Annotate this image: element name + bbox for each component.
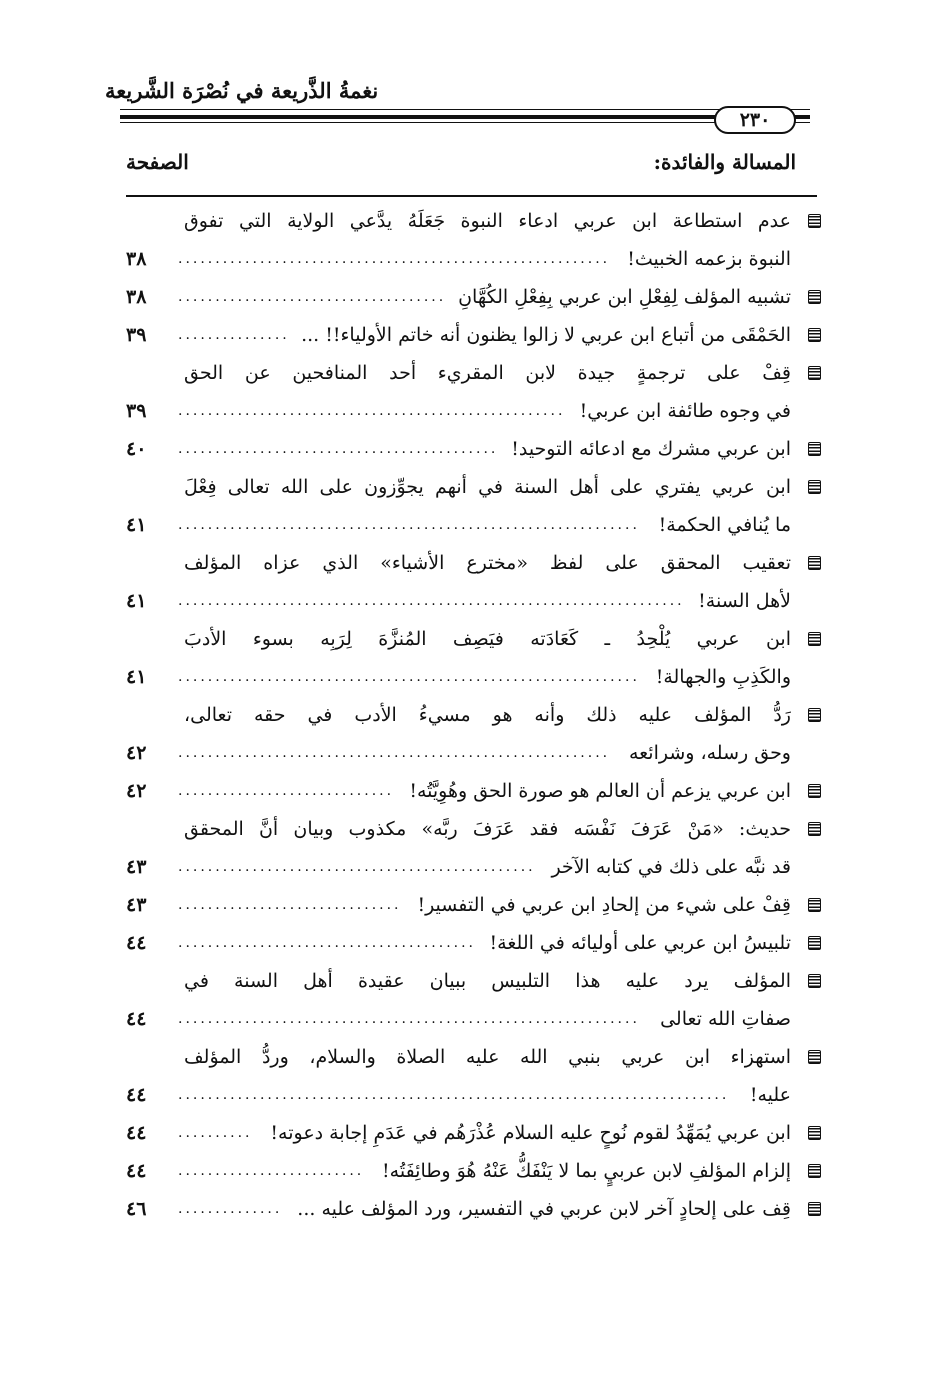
toc-entry-text: إلزام المؤلفِ لابن عربيٍ بما لا يَنْفَكُّ عَنْهُ هُوَ وطائِفَتُه! xyxy=(382,1160,791,1182)
bullet-icon xyxy=(808,936,821,950)
running-header-title: نغمةُ الذَّريعة في نُصْرَة الشَّريعة xyxy=(105,78,379,103)
toc-entry-line xyxy=(126,734,821,772)
dot-leader: .............................................................. xyxy=(178,669,640,685)
bullet-icon xyxy=(808,1202,821,1216)
column-header-page: الصفحة xyxy=(126,150,189,174)
toc-page-number: ٤١ xyxy=(126,514,147,536)
bullet-icon xyxy=(808,898,821,912)
dot-leader: .............. xyxy=(178,1201,283,1217)
toc-entry-line xyxy=(126,544,821,582)
dot-leader: ............................. xyxy=(178,783,395,799)
toc-entry xyxy=(126,430,821,468)
dot-leader: .................................... xyxy=(178,289,447,305)
toc-entry-text: وحق رسله، وشرائعه xyxy=(628,742,791,764)
toc-entry-text: قِفْ على ترجمةٍ جيدة لابن المقريء أحد المنافحين عن الحق xyxy=(184,362,791,384)
header-rule-thin-top xyxy=(120,109,810,110)
bullet-icon xyxy=(808,1050,821,1064)
bullet-icon xyxy=(808,480,821,494)
bullet-icon xyxy=(808,214,821,228)
toc-entry-line xyxy=(126,392,821,430)
toc-entry-text: تعقيب المحقق على لفظ «مخترع الأشياء» الذي عزاه المؤلف xyxy=(184,552,791,574)
toc-page-number: ٤٦ xyxy=(126,1198,147,1220)
toc-entry-line xyxy=(126,316,821,354)
toc-page-number: ٤٢ xyxy=(126,742,147,764)
toc-entry xyxy=(126,962,821,1038)
dot-leader: .......................................................... xyxy=(178,745,611,761)
toc-entry-text: المؤلف يرد عليه هذا التلبيس ببيان عقيدة أهل السنة في xyxy=(184,970,791,992)
toc-entry xyxy=(126,1038,821,1114)
dot-leader: ........................................... xyxy=(178,441,499,457)
bullet-icon xyxy=(808,632,821,646)
toc-entry-text: عدم استطاعة ابن عربي ادعاء النبوة جَعَلَهُ يدَّعي الولاية التي تفوق xyxy=(184,210,791,232)
toc-entry-line xyxy=(126,962,821,1000)
toc-page-number: ٤٤ xyxy=(126,1160,147,1182)
toc-entry xyxy=(126,620,821,696)
toc-entry xyxy=(126,278,821,316)
dot-leader: .......... xyxy=(178,1125,253,1141)
toc-entry-line xyxy=(126,886,821,924)
toc-entry-line xyxy=(126,1114,821,1152)
toc-entry-text: ابن عربي يُلْحِدُ ـ كَعَادَته فيَصِف المُنزَّهَ لِرَبِه بسوء الأدبَ xyxy=(184,628,791,650)
toc-entry-line xyxy=(126,848,821,886)
toc-entry-line xyxy=(126,1190,821,1228)
toc-entry xyxy=(126,202,821,278)
toc-entry xyxy=(126,1152,821,1190)
bullet-icon xyxy=(808,556,821,570)
toc-entry-line xyxy=(126,1000,821,1038)
toc-entry-text: لأهل السنة! xyxy=(698,590,791,612)
toc-page-number: ٤١ xyxy=(126,666,147,688)
toc-entry-line xyxy=(126,696,821,734)
toc-entry-line xyxy=(126,658,821,696)
toc-page-number: ٤٢ xyxy=(126,780,147,802)
toc-entry-line xyxy=(126,582,821,620)
toc-entry-text: ما يُنافي الحكمة! xyxy=(658,514,791,536)
header-rule xyxy=(120,106,810,130)
toc-entry-text: والكَذِبِ والجهالة! xyxy=(655,666,791,688)
toc-entry-text: تلبيسُ ابن عربي على أوليائه في اللغة! xyxy=(489,932,791,954)
toc-entry-text: النبوة بزعمه الخبيث! xyxy=(627,248,791,270)
bullet-icon xyxy=(808,822,821,836)
toc-entry-text: ابن عربي يفتري على أهل السنة في أنهم يجوِّزون على الله تعالى فِعْلَ xyxy=(184,476,791,498)
dot-leader: ............... xyxy=(178,327,290,343)
toc-entry xyxy=(126,316,821,354)
column-header-divider xyxy=(126,195,817,197)
toc-entry-line xyxy=(126,1038,821,1076)
dot-leader: ......................... xyxy=(178,1163,365,1179)
toc-page-number: ٤١ xyxy=(126,590,147,612)
header-rule-thin-bottom xyxy=(120,122,810,123)
toc-page-number: ٣٩ xyxy=(126,324,147,346)
toc-entry-text: قِفْ على شيء من إلحادِ ابن عربي في التفسير! xyxy=(417,894,791,916)
dot-leader: ........................................ xyxy=(178,935,477,951)
toc-entry-line xyxy=(126,772,821,810)
header-rule-thick xyxy=(120,115,810,119)
bullet-icon xyxy=(808,784,821,798)
toc-entry xyxy=(126,810,821,886)
column-header-topic: المسالة والفائدة: xyxy=(653,150,796,174)
toc-page-number: ٤٤ xyxy=(126,1122,147,1144)
toc-entry-text: قِف على إلحادٍ آخر لابن عربي في التفسير، ورد المؤلف عليه ... xyxy=(297,1198,791,1220)
toc-entry xyxy=(126,696,821,772)
toc-entry-line xyxy=(126,354,821,392)
bullet-icon xyxy=(808,290,821,304)
toc-entry-line xyxy=(126,468,821,506)
toc-page-number: ٤٤ xyxy=(126,1084,147,1106)
dot-leader: .......................................................... xyxy=(178,251,611,267)
toc-entry xyxy=(126,772,821,810)
toc-entry-line xyxy=(126,430,821,468)
dot-leader: .................................................................... xyxy=(178,593,685,609)
toc-page-number: ٤٣ xyxy=(126,856,147,878)
toc-page-number: ٣٨ xyxy=(126,248,147,270)
toc-page-number: ٤٣ xyxy=(126,894,147,916)
dot-leader: ................................................ xyxy=(178,859,536,875)
dot-leader: .............................................................. xyxy=(178,517,640,533)
toc-entry-line xyxy=(126,924,821,962)
toc-entry-text: استهزاء ابن عربي بنبي الله عليه الصلاة والسلام، وردُّ المؤلف xyxy=(184,1046,791,1068)
toc-page-number: ٤٠ xyxy=(126,438,147,460)
toc-page-number: ٣٨ xyxy=(126,286,147,308)
bullet-icon xyxy=(808,708,821,722)
toc-entry xyxy=(126,924,821,962)
toc-entry-text: ابن عربي يُمَهِّدُ لقوم نُوحٍ عليه السلام عُذْرَهُم في عَدَمِ إجابة دعوته! xyxy=(270,1122,791,1144)
toc-page-number: ٣٩ xyxy=(126,400,147,422)
bullet-icon xyxy=(808,974,821,988)
toc-entry-text: ابن عربي مشرك مع ادعائه التوحيد! xyxy=(511,438,791,460)
toc-entry-line xyxy=(126,1076,821,1114)
toc-entry-text: حديث: «مَنْ عَرَفَ نَفْسَه فقد عَرَفَ ربَّه» مكذوب وبيان أنَّ المحقق xyxy=(184,818,791,840)
table-of-contents xyxy=(126,202,821,1228)
toc-page-number: ٤٤ xyxy=(126,932,147,954)
bullet-icon xyxy=(808,1164,821,1178)
toc-entry-line xyxy=(126,506,821,544)
bullet-icon xyxy=(808,1126,821,1140)
toc-entry-text: الحَمْقَى من أتباع ابن عربي لا زالوا يظنون أنه خاتم الأولياء!! ... xyxy=(301,324,791,346)
dot-leader: .................................................... xyxy=(178,403,566,419)
toc-page-number: ٤٤ xyxy=(126,1008,147,1030)
toc-entry-text: في وجوه طائفة ابن عربي! xyxy=(579,400,791,422)
toc-entry-line xyxy=(126,202,821,240)
page-number-badge: ٢٣٠ xyxy=(714,106,796,134)
toc-entry-text: عليه! xyxy=(749,1084,791,1106)
toc-entry-text: تشبيه المؤلف لِفِعْلِ ابن عربي بِفِعْلِ الكُهَّانِ xyxy=(458,286,791,308)
toc-entry-line xyxy=(126,240,821,278)
toc-entry-text: صفاتِ الله تعالى xyxy=(660,1008,791,1030)
toc-entry xyxy=(126,544,821,620)
bullet-icon xyxy=(808,366,821,380)
toc-entry-text: رَدُّ المؤلف عليه ذلك وأنه هو مسيءُ الأدب في حقه تعالى، xyxy=(184,704,791,726)
toc-entry xyxy=(126,886,821,924)
toc-entry-line xyxy=(126,1152,821,1190)
toc-entry xyxy=(126,354,821,430)
toc-entry-line xyxy=(126,620,821,658)
toc-entry-line xyxy=(126,278,821,316)
bullet-icon xyxy=(808,442,821,456)
dot-leader: .............................................................. xyxy=(178,1011,640,1027)
dot-leader: .............................. xyxy=(178,897,402,913)
toc-entry-text: ابن عربي يزعم أن العالم هو صورة الحق وهُوِيَّتُه! xyxy=(409,780,791,802)
toc-entry xyxy=(126,1190,821,1228)
toc-entry xyxy=(126,468,821,544)
bullet-icon xyxy=(808,328,821,342)
toc-entry-text: قد نبَّه على ذلك في كتابه الآخر xyxy=(551,856,791,878)
dot-leader: .......................................................................... xyxy=(178,1087,730,1103)
toc-entry xyxy=(126,1114,821,1152)
toc-entry-line xyxy=(126,810,821,848)
